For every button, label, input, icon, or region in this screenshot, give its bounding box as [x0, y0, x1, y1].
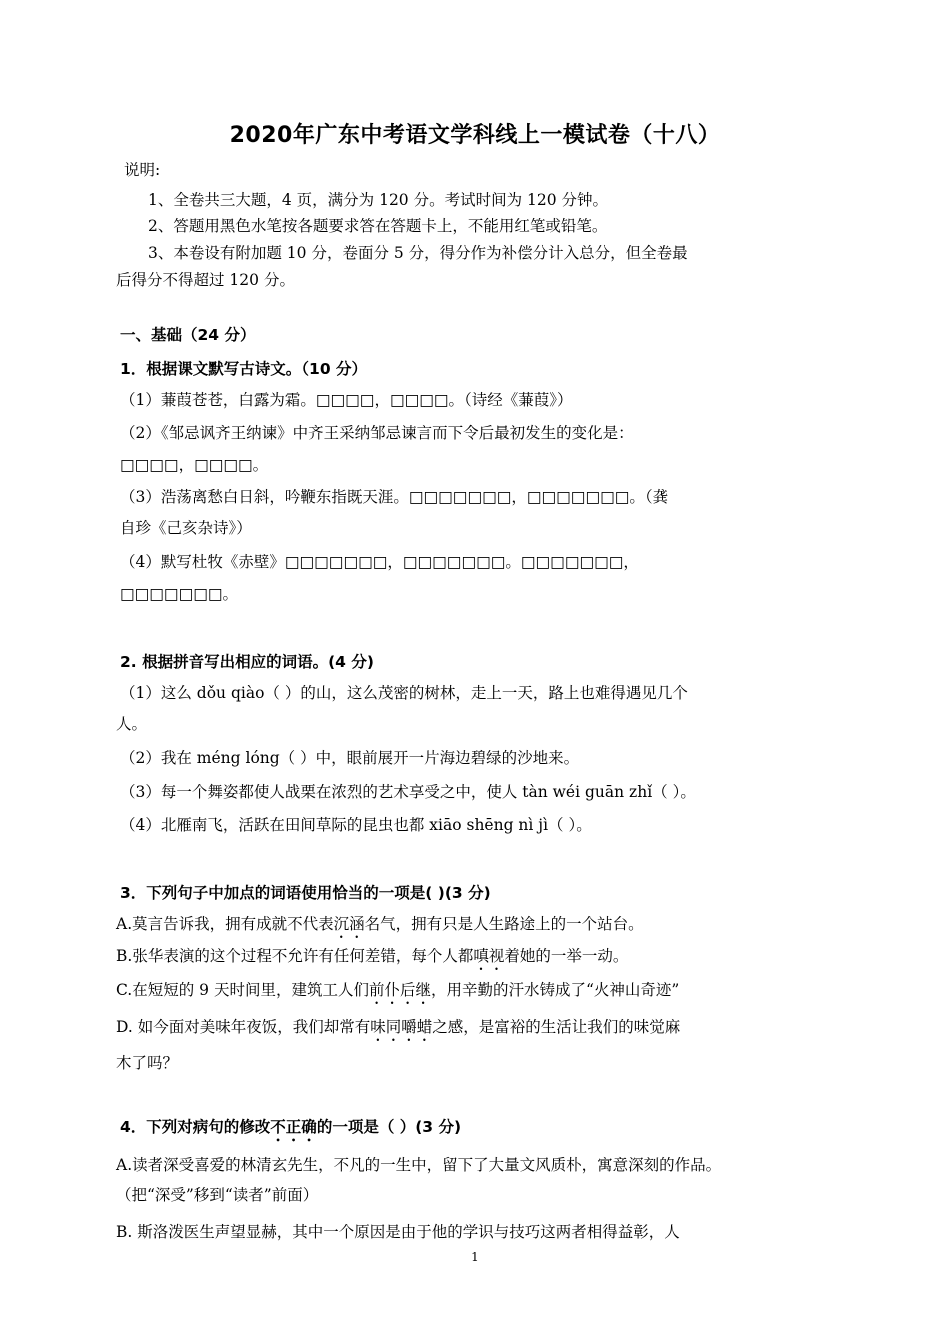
- question-1-line: □□□□□□□。: [120, 585, 239, 603]
- dotted-word: 不正确: [270, 1118, 317, 1136]
- question-3-option-a: [116, 914, 644, 942]
- option-text: 名气，拥有只是人生路途上的一个站台。: [364, 915, 644, 933]
- dotted-word: 前仆后继: [368, 981, 431, 999]
- question-1-line: （2）《邹忌讽齐王纳谏》中齐王采纳邹忌谏言而下令后最初发生的变化是：: [120, 424, 634, 442]
- question-4-line: A.读者深受喜爱的林清玄先生，不凡的一生中，留下了大量文风质朴，寓意深刻的作品。: [116, 1156, 722, 1174]
- option-text: A.莫言告诉我，拥有成就不代表: [116, 915, 334, 933]
- page-number: 1: [471, 1250, 479, 1264]
- question-4-heading: [120, 1117, 461, 1145]
- question-3-option-b: [116, 946, 628, 974]
- question-2-heading: 2. 根据拼音写出相应的词语。(4 分): [120, 653, 374, 671]
- question-2-line: 人。: [116, 715, 148, 733]
- instruction-item: 1、全卷共三大题，4 页，满分为 120 分。考试时间为 120 分钟。: [148, 191, 609, 209]
- question-2-line: （3）每一个舞姿都使人战栗在浓烈的艺术享受之中，使人 tàn wéi guān zhǐ（ ）。: [120, 783, 696, 801]
- question-2-line: （4）北雁南飞，活跃在田间草际的昆虫也都 xiāo shēng nì jì（ ）。: [120, 816, 592, 834]
- instructions-label: 说明:: [124, 161, 161, 179]
- dotted-word: 沉涵: [333, 915, 365, 933]
- question-1-line: 自珍《己亥杂诗》）: [120, 519, 252, 537]
- question-1-line: （3）浩荡离愁白日斜，吟鞭东指既天涯。□□□□□□□，□□□□□□□。（龚: [120, 488, 669, 506]
- question-1-line: （1）蒹葭苍苍，白露为霜。□□□□，□□□□。（诗经《蒹葭》）: [120, 391, 573, 409]
- question-3-option-c: [116, 980, 679, 1008]
- question-2-line: （2）我在 méng lóng（ ）中，眼前展开一片海边碧绿的沙地来。: [120, 749, 580, 767]
- question-4-line: （把“深受”移到“读者”前面）: [116, 1186, 319, 1204]
- option-text: ，用辛勤的汗水铸成了“火神山奇迹”: [430, 981, 680, 999]
- heading-text: 4．下列对病句的修改: [120, 1118, 271, 1136]
- question-3-option-d-cont: 木了吗？: [116, 1054, 179, 1072]
- instruction-item: 3、本卷设有附加题 10 分，卷面分 5 分，得分作为补偿分计入总分，但全卷最: [148, 244, 688, 262]
- heading-text: 的一项是（ ）(3 分): [316, 1118, 462, 1136]
- question-1-heading: 1．根据课文默写古诗文。（10 分）: [120, 360, 368, 378]
- option-text: C.在短短的 9 天时间里，建筑工人们: [116, 981, 369, 999]
- page-title: 2020年广东中考语文学科线上一模试卷（十八）: [229, 123, 721, 148]
- question-1-line: （4）默写杜牧《赤壁》□□□□□□□，□□□□□□□。□□□□□□□，: [120, 553, 639, 571]
- question-1-line: □□□□，□□□□。: [120, 456, 269, 474]
- question-3-option-d: [116, 1017, 680, 1045]
- option-text: 着她的一举一动。: [504, 947, 629, 965]
- option-text: 之感，是富裕的生活让我们的味觉麻: [432, 1018, 681, 1036]
- question-4-line: B. 斯洛泼医生声望显赫，其中一个原因是由于他的学识与技巧这两者相得益彰，人: [116, 1223, 680, 1241]
- option-text: B.张华表演的这个过程不允许有任何差错，每个人都: [116, 947, 474, 965]
- section-heading: 一、基础（24 分）: [120, 326, 256, 344]
- dotted-word: 嗔视: [473, 947, 505, 965]
- dotted-word: 味同嚼蜡: [370, 1018, 433, 1036]
- option-text: D. 如今面对美味年夜饭，我们却常有: [116, 1018, 371, 1036]
- question-2-line: （1）这么 dǒu qiào（ ）的山，这么茂密的树林，走上一天，路上也难得遇见几个: [120, 684, 688, 702]
- instruction-item: 2、答题用黑色水笔按各题要求答在答题卡上，不能用红笔或铅笔。: [148, 217, 608, 235]
- question-3-heading: 3．下列句子中加点的词语使用恰当的一项是( )(3 分): [120, 884, 491, 902]
- instruction-item: 后得分不得超过 120 分。: [116, 271, 295, 289]
